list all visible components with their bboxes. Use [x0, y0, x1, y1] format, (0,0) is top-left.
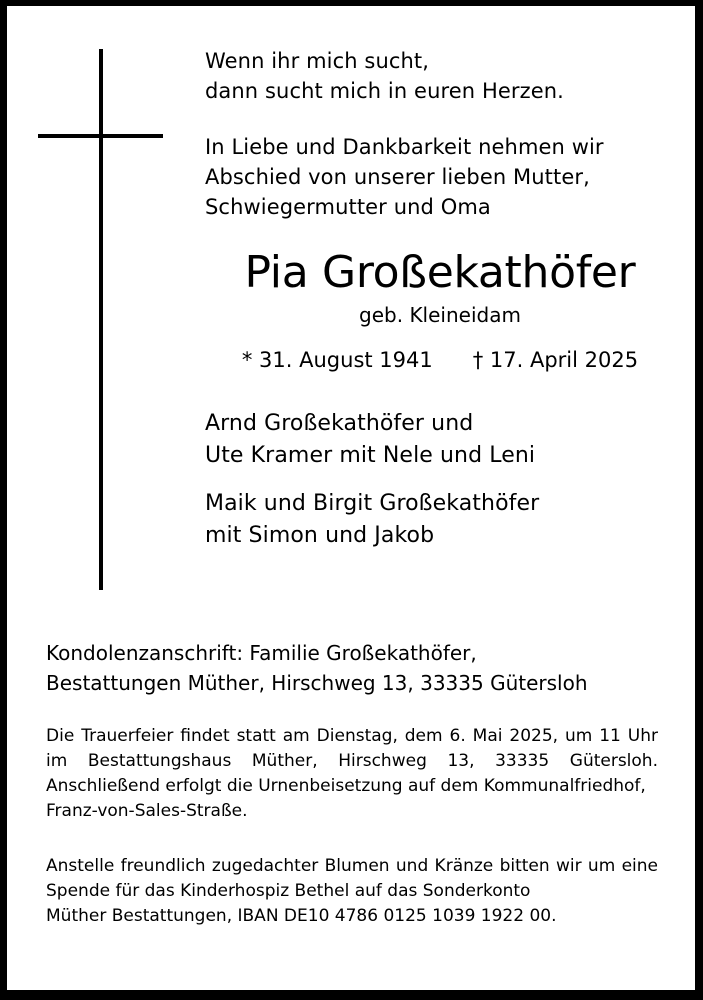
ceremony-body: Die Trauerfeier findet statt am Dienstag, dem 6. Mai 2025, um 11 Uhr im Bestattungshaus Müther, Hirschweg 13, 33335 Gütersloh. Anschließend erfolgt die Urnenbeisetzung auf dem Kommunalfriedhof, [46, 726, 658, 796]
life-dates [205, 346, 675, 374]
intro-line-1: In Liebe und Dankbarkeit nehmen wir [205, 135, 604, 159]
intro-line-3: Schwiegermutter und Oma [205, 195, 491, 219]
survivor-line-2: Ute Kramer mit Nele und Leni [205, 443, 536, 468]
donation-request [46, 854, 658, 929]
notice-sheet [7, 6, 695, 990]
verse-line-2: dann sucht mich in euren Herzen. [205, 79, 564, 103]
intro-line-2: Abschied von unserer lieben Mutter, [205, 165, 590, 189]
survivors-list [205, 408, 675, 552]
donation-last-line: Müther Bestattungen, IBAN DE10 4786 0125 1039 1922 00. [46, 906, 557, 926]
ceremony-last-line: Franz-von-Sales-Straße. [46, 801, 248, 821]
deceased-maiden-name: geb. Kleineidam [359, 303, 521, 327]
cross-icon [99, 49, 103, 590]
ceremony-details [46, 724, 658, 824]
donation-body: Anstelle freundlich zugedachter Blumen und Kränze bitten wir um eine Spende für das Kinderhospiz Bethel auf das Sonderkonto [46, 856, 658, 901]
deceased-name: Pia Großekathöfer [244, 247, 636, 298]
condolence-line-2: Bestattungen Müther, Hirschweg 13, 33335 Gütersloh [46, 671, 588, 695]
intro-text [205, 132, 675, 222]
lower-content-block [46, 638, 658, 929]
survivor-line-1: Arnd Großekathöfer und [205, 411, 474, 436]
main-content-column [205, 46, 675, 552]
condolence-line-1: Kondolenzanschrift: Familie Großekathöfer, [46, 641, 477, 665]
verse-line-1: Wenn ihr mich sucht, [205, 49, 430, 73]
memorial-verse [205, 46, 675, 106]
cross-crossbar-icon [38, 134, 163, 138]
survivor-line-4: mit Simon und Jakob [205, 523, 435, 548]
birth-date: * 31. August 1941 [241, 348, 433, 372]
condolence-address [46, 638, 658, 698]
survivor-line-3: Maik und Birgit Großekathöfer [205, 491, 540, 516]
death-date: † 17. April 2025 [472, 348, 639, 372]
